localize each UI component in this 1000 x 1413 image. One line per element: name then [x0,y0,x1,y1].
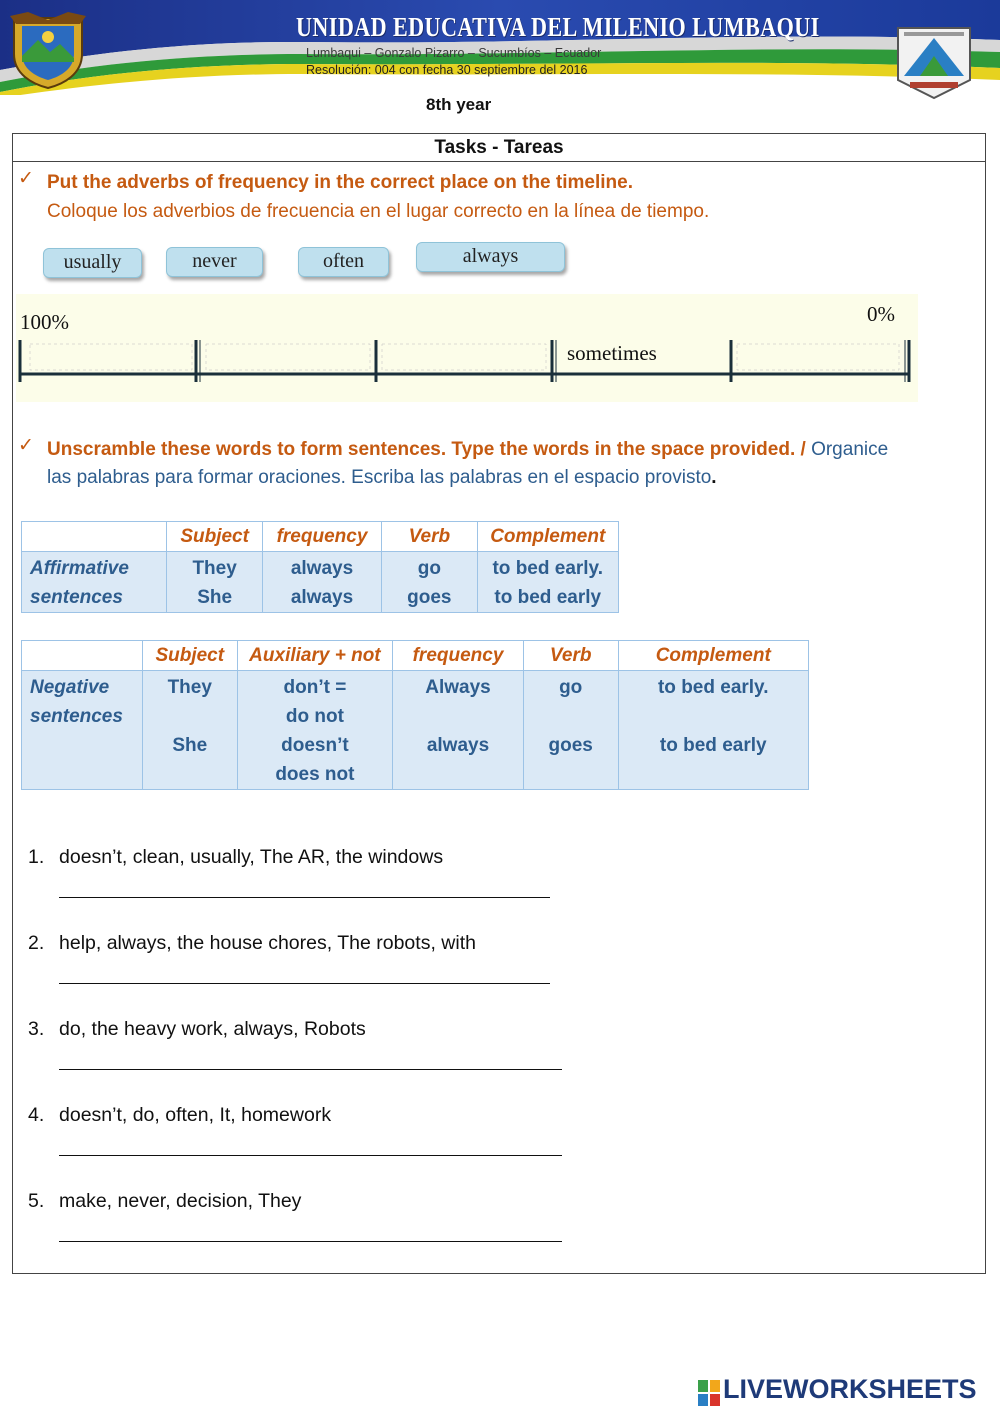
negative-body-row [22,671,809,790]
negative-header-verb: Verb [523,641,618,671]
frame-title: Tasks - Tareas [13,134,985,162]
negative-frequency: Always always [393,671,524,790]
checkmark-icon-2: ✓ [18,435,34,456]
affirmative-frequency: always always [262,552,381,613]
school-shield-logo [8,10,88,90]
affirmative-subject: They She [167,552,262,613]
drop-slot-4 [737,344,899,370]
negative-header-subject: Subject [142,641,237,671]
liveworksheets-logo-icon [698,1378,722,1408]
task1-instruction-en: Put the adverbs of frequency in the correct place on the timeline. [47,172,633,193]
affirmative-header-blank [22,522,167,552]
negative-header-auxiliary: Auxiliary + not [237,641,392,671]
negative-row-label: Negative sentences [22,671,143,790]
task2-instruction-es-2: las palabras para formar oraciones. Escriba las palabras en el espacio provisto [47,467,712,488]
checkmark-icon: ✓ [18,168,34,189]
answer-line-2[interactable] [59,983,550,984]
affirmative-complement: to bed early. to bed early [477,552,619,613]
question-4: 4. doesn’t, do, often, It, homework [28,1104,332,1126]
question-2: 2. help, always, the house chores, The robots, with [28,932,476,954]
task2-instruction-line2 [47,463,717,492]
timeline-end-label: 0% [867,302,895,326]
task2-instruction-en: Unscramble these words to form sentences. Type the words in the space provided. / [47,439,806,460]
affirmative-header-row [22,522,619,552]
school-resolution: Resolución: 004 con fecha 30 septiembre del 2016 [306,63,588,77]
grade-year: 8th year [426,95,492,114]
question-5: 5. make, never, decision, They [28,1190,302,1212]
chip-usually[interactable]: usually [43,248,142,278]
chip-often[interactable]: often [298,247,389,277]
affirmative-header-subject: Subject [167,522,262,552]
question-3: 3. do, the heavy work, always, Robots [28,1018,366,1040]
task2-instruction-es-1: Organice [811,439,889,460]
school-location: Lumbaqui – Gonzalo Pizarro – Sucumbíos – Ecuador [306,46,602,60]
answer-line-3[interactable] [59,1069,562,1070]
affirmative-body-row [22,552,619,613]
affirmative-row-label: Affirmative sentences [22,552,167,613]
negative-auxiliary: don’t = do not doesn’t does not [237,671,392,790]
answer-line-5[interactable] [59,1241,562,1242]
answer-line-1[interactable] [59,897,550,898]
frequency-timeline [16,294,918,402]
negative-header-frequency: frequency [393,641,524,671]
school-name: UNIDAD EDUCATIVA DEL MILENIO LUMBAQUI [296,12,820,42]
affirmative-verb: go goes [382,552,477,613]
affirmative-header-frequency: frequency [262,522,381,552]
school-crest-logo [890,22,978,100]
task2-instruction-end: . [711,467,717,488]
affirmative-header-complement: Complement [477,522,619,552]
negative-subject: They She [142,671,237,790]
task1-instruction-es: Coloque los adverbios de frecuencia en el lugar correcto en la línea de tiempo. [47,201,710,222]
negative-table [21,640,809,790]
negative-header-row [22,641,809,671]
drop-slot-1 [30,344,192,370]
negative-verb: go goes [523,671,618,790]
negative-header-complement: Complement [618,641,809,671]
answer-line-4[interactable] [59,1155,562,1156]
timeline-word-sometimes: sometimes [567,341,657,365]
negative-complement: to bed early. to bed early [618,671,809,790]
task2-instruction [47,435,982,464]
chip-always[interactable]: always [416,242,565,272]
timeline-start-label: 100% [20,310,69,334]
affirmative-table [21,521,619,613]
affirmative-header-verb: Verb [382,522,477,552]
chip-never[interactable]: never [166,247,263,277]
drop-slot-2 [206,344,370,370]
question-1: 1. doesn’t, clean, usually, The AR, the windows [28,846,444,868]
negative-header-blank [22,641,143,671]
liveworksheets-brand: LIVEWORKSHEETS [723,1374,977,1404]
timeline-axis [16,294,918,402]
document-header [0,0,1000,120]
drop-slot-3 [382,344,546,370]
